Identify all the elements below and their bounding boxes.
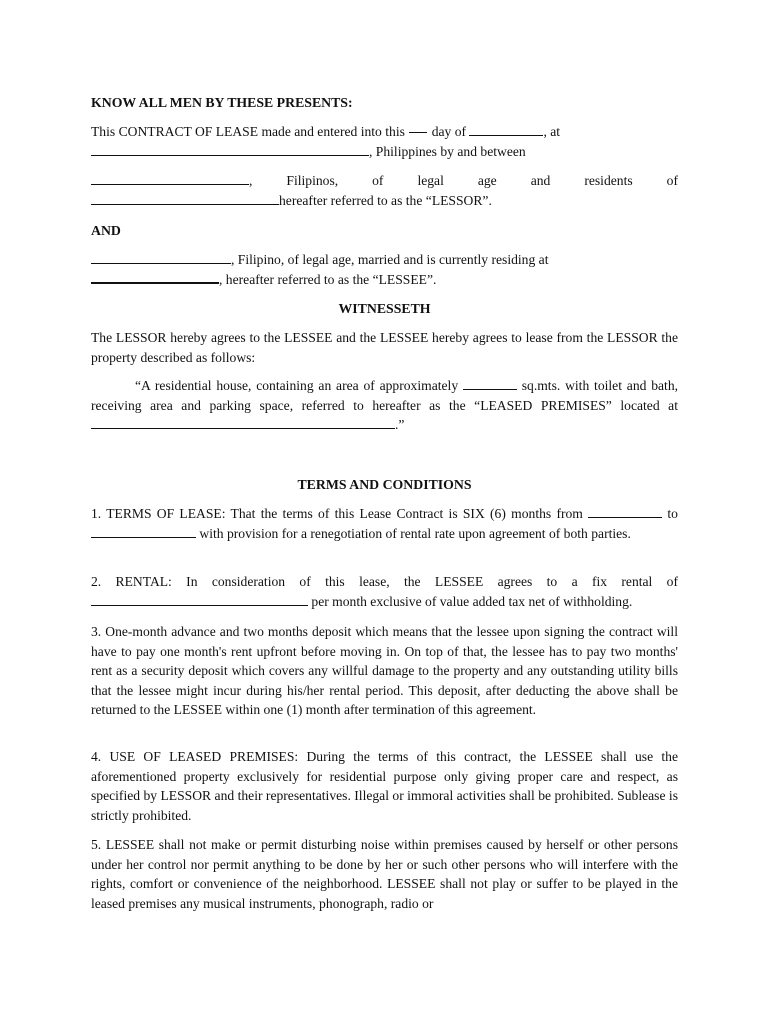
- lessor-line: [91, 171, 678, 191]
- lessor-word-6: residents: [584, 173, 633, 188]
- term-item-3: 3. One-month advance and two months deposit which means that the lessee upon signing the contract will have to pay one month's rent upfront before moving in. On top of that, the lessee has to pay two months' rent as a security deposit which covers any willful damage to the property and any outstanding utility bills that the lessee might incur during his/her rental period. This deposit, after deducting the above shall be returned to the LESSEE within one (1) month after termination of this agreement.: [91, 624, 678, 717]
- lessor-name-blank: [91, 172, 249, 185]
- lessor-reference: hereafter referred to as the “LESSOR”.: [279, 193, 492, 208]
- end-date-blank: [91, 525, 196, 538]
- location-blank: [91, 416, 395, 429]
- start-date-blank: [588, 505, 662, 518]
- intro-line-4: [91, 191, 678, 211]
- lessee-text-2: , hereafter referred to as the “LESSEE”.: [219, 272, 437, 287]
- lessee-line-1: [91, 250, 678, 270]
- lessee-address-blank: [91, 270, 219, 284]
- intro-text-d: , Philippines by and between: [369, 144, 526, 159]
- intro-text-a: This CONTRACT OF LEASE made and entered into this: [91, 124, 405, 139]
- lessor-address-blank: [91, 192, 279, 205]
- term-item-1: [91, 504, 678, 543]
- lessor-comma: ,: [249, 173, 253, 188]
- intro-text-b: day of: [431, 124, 467, 139]
- lessor-name-group: [91, 171, 252, 191]
- lessor-word-5: and: [530, 173, 551, 188]
- lessor-word-4: age: [477, 173, 497, 188]
- area-blank: [463, 377, 517, 390]
- leased-premises-description: [91, 376, 678, 435]
- lessee-name-blank: [91, 251, 231, 264]
- lessor-word-2: of: [372, 173, 384, 188]
- intro-line-2: [91, 142, 678, 162]
- term-item-2: [91, 572, 678, 611]
- term2-text-a: 2. RENTAL: In consideration of this lease, the LESSEE agrees to a fix rental of: [91, 574, 678, 589]
- place-blank: [91, 143, 369, 156]
- month-blank: [469, 123, 543, 136]
- lessor-word-1: Filipinos,: [286, 173, 339, 188]
- terms-heading: TERMS AND CONDITIONS: [297, 477, 472, 492]
- lessor-word-7: of: [666, 173, 678, 188]
- premises-text-a: “A residential house, containing an area of approximately: [135, 378, 459, 393]
- term-item-5: 5. LESSEE shall not make or permit disturbing noise within premises caused by herself or other persons under her control nor permit anything to be done by her or such other persons who will interfere with the rights, comfort or convenience of the neighborhood. LESSEE shall not play or suffer to be played in the leased premises any musical instruments, phonograph, radio or: [91, 837, 678, 911]
- premises-text-b: sq.mts. with toilet and bath, receiving area and parking space, referred to hereafter as the “LEASED PREMISES” located at: [91, 378, 679, 413]
- document-title: KNOW ALL MEN BY THESE PRESENTS:: [91, 95, 353, 110]
- term1-text-b: to: [667, 506, 678, 521]
- lessee-text-1: , Filipino, of legal age, married and is currently residing at: [231, 252, 549, 267]
- term-item-4: 4. USE OF LEASED PREMISES: During the terms of this contract, the LESSEE shall use the aforementioned property exclusively for residential purpose only giving proper care and respect, as specified by LESSOR and their representatives. Illegal or immoral activities shall be prohibited. Sublease is strictly prohibited.: [91, 749, 678, 823]
- lessor-word-3: legal: [417, 173, 444, 188]
- lessee-line-2: [91, 270, 678, 290]
- term1-text-c: with provision for a renegotiation of rental rate upon agreement of both parties.: [199, 525, 631, 541]
- witnesseth-paragraph: The LESSOR hereby agrees to the LESSEE and the LESSEE hereby agrees to lease from the LESSOR the property described as follows:: [91, 330, 678, 365]
- term1-text-a: 1. TERMS OF LEASE: That the terms of this Lease Contract is SIX (6) months from: [91, 506, 583, 521]
- witnesseth-heading: WITNESSETH: [338, 301, 431, 316]
- day-blank: [409, 132, 427, 133]
- intro-line-1: [91, 122, 678, 142]
- rental-amount-blank: [91, 593, 308, 606]
- intro-text-c: , at: [543, 124, 561, 139]
- term2-text-b: per month exclusive of value added tax net of withholding.: [311, 593, 633, 609]
- premises-text-c: .”: [395, 417, 405, 432]
- and-heading: AND: [91, 223, 121, 238]
